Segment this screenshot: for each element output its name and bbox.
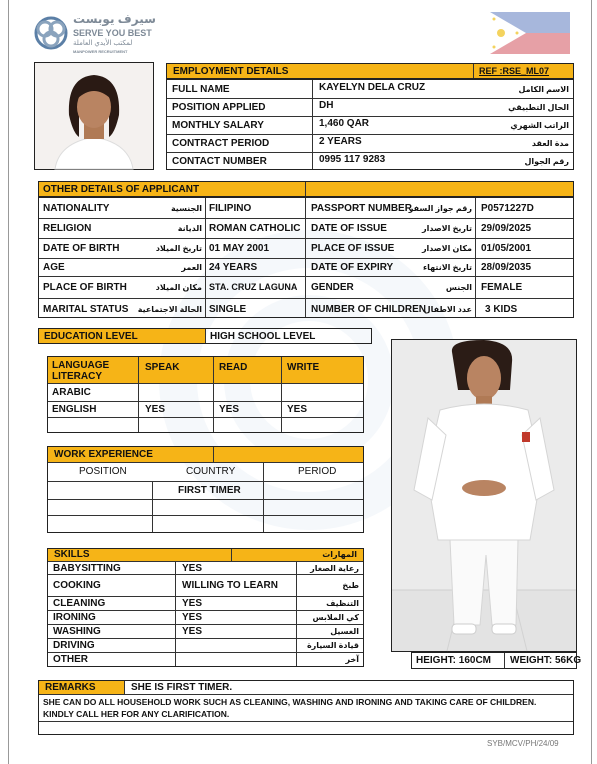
marital-status-arabic: الحالة الاجتماعية [137, 305, 202, 314]
nationality-value: FILIPINO [209, 203, 252, 214]
read-column-header: READ [219, 362, 248, 373]
full-name-arabic: الاسم الكامل [518, 85, 569, 94]
skills-table [47, 548, 364, 667]
passport-number-value: P0571227D [481, 203, 534, 214]
logo-arabic-name: سيرف يوبست [73, 12, 156, 26]
cleaning-arabic: التنظيف [326, 599, 359, 608]
cooking-label: COOKING [53, 580, 101, 591]
other-skill-arabic: آخر [345, 655, 359, 664]
applicant-portrait-photo [34, 62, 154, 170]
children-value: 3 KIDS [485, 304, 518, 315]
date-of-issue-value: 29/09/2025 [481, 223, 532, 234]
other-details-table [38, 197, 574, 318]
age-arabic: العمر [181, 263, 202, 272]
contract-period-value: 2 YEARS [319, 136, 362, 147]
cleaning-label: CLEANING [53, 598, 106, 609]
employment-details-table [166, 79, 574, 170]
work-country-value: FIRST TIMER [178, 485, 241, 496]
english-read-value: YES [219, 404, 240, 415]
remarks-label: REMARKS [45, 682, 96, 693]
work-experience-table [47, 446, 364, 533]
contact-number-arabic: رقم الجوال [524, 157, 569, 166]
period-column-header: PERIOD [298, 466, 337, 477]
applicant-full-body-photo [391, 339, 577, 652]
place-of-birth-label: PLACE OF BIRTH [43, 282, 127, 293]
driving-arabic: قيادة السيارة [306, 641, 359, 650]
write-column-header: WRITE [287, 362, 320, 373]
babysitting-label: BABYSITTING [53, 563, 121, 574]
position-applied-value: DH [319, 100, 334, 111]
logo-arabic-sub: لمكتب الأيدي العاملة [73, 40, 133, 47]
measurements-row [411, 652, 582, 669]
skills-title-arabic: المهارات [322, 550, 357, 559]
language-literacy-title: LANGUAGE LITERACY [52, 360, 110, 382]
work-experience-title: WORK EXPERIENCE [54, 449, 153, 460]
skills-title: SKILLS [54, 549, 90, 560]
date-of-issue-arabic: تاريخ الاصدار [421, 224, 472, 233]
gender-arabic: الجنس [445, 283, 472, 292]
passport-number-arabic: رقم جواز السفر [408, 204, 472, 213]
full-name-value: KAYELYN DELA CRUZ [319, 82, 426, 93]
remarks-line-2: KINDLY CALL HER FOR ANY CLARIFICATION. [43, 709, 230, 719]
remarks-summary: SHE IS FIRST TIMER. [131, 682, 233, 693]
contact-number-value: 0995 117 9283 [319, 154, 386, 165]
ironing-label: IRONING [53, 612, 96, 623]
gender-label: GENDER [311, 282, 354, 293]
dob-value: 01 MAY 2001 [209, 243, 270, 254]
other-details-header [38, 181, 574, 197]
religion-arabic: الديانة [177, 224, 202, 233]
english-speak-value: YES [145, 404, 166, 415]
language-literacy-table [47, 356, 364, 433]
document-code: SYB/MCV/PH/24/09 [487, 739, 559, 748]
date-of-expiry-value: 28/09/2035 [481, 262, 532, 273]
gender-value: FEMALE [481, 282, 523, 293]
full-name-label: FULL NAME [172, 84, 230, 95]
english-write-value: YES [287, 404, 308, 415]
logo-english-name: SERVE YOU BEST [73, 28, 152, 38]
cleaning-value: YES [182, 598, 203, 609]
philippines-flag-icon [490, 12, 570, 54]
washing-value: YES [182, 626, 203, 637]
date-of-issue-label: DATE OF ISSUE [311, 223, 387, 234]
contract-period-arabic: مدة العقد [531, 139, 569, 148]
age-label: AGE [43, 262, 65, 273]
washing-arabic: الغسيل [330, 627, 359, 636]
place-of-issue-arabic: مكان الاصدار [421, 244, 472, 253]
religion-label: RELIGION [43, 223, 92, 234]
nationality-arabic: الجنسية [170, 204, 202, 213]
remarks-section [38, 680, 574, 735]
babysitting-value: YES [182, 563, 203, 574]
applicant-cv-page [8, 0, 592, 764]
driving-label: DRIVING [53, 640, 95, 651]
passport-number-label: PASSPORT NUMBER [311, 203, 412, 214]
speak-column-header: SPEAK [145, 362, 180, 373]
weight-value: WEIGHT: 56KG [510, 655, 582, 666]
education-level-row [38, 328, 372, 344]
monthly-salary-label: MONTHLY SALARY [172, 120, 264, 131]
employment-details-header [166, 63, 574, 79]
ironing-value: YES [182, 612, 203, 623]
date-of-expiry-label: DATE OF EXPIRY [311, 262, 394, 273]
other-details-title: OTHER DETAILS OF APPLICANT [43, 184, 200, 195]
nationality-label: NATIONALITY [43, 203, 110, 214]
religion-value: ROMAN CATHOLIC [209, 223, 301, 234]
height-value: HEIGHT: 160CM [416, 655, 492, 666]
children-arabic: عدد الاطفال [423, 305, 472, 314]
place-of-birth-value: STA. CRUZ LAGUNA [209, 282, 298, 292]
education-level-value: HIGH SCHOOL LEVEL [210, 331, 316, 342]
children-label: NUMBER OF CHILDREN [311, 304, 426, 315]
babysitting-arabic: رعاية الصغار [310, 564, 359, 573]
position-applied-label: POSITION APPLIED [172, 102, 266, 113]
place-of-issue-label: PLACE OF ISSUE [311, 243, 395, 254]
logo-tagline: MANPOWER RECRUITMENT [73, 49, 128, 54]
arabic-language-name: ARABIC [52, 387, 91, 398]
age-value: 24 YEARS [209, 262, 258, 273]
employment-details-title: EMPLOYMENT DETAILS [173, 66, 289, 77]
logo-emblem-icon [33, 13, 69, 53]
marital-status-label: MARITAL STATUS [43, 304, 129, 315]
ref-number: REF :RSE_ML07 [479, 66, 550, 76]
washing-label: WASHING [53, 626, 101, 637]
cooking-arabic: طبخ [342, 581, 359, 590]
ironing-arabic: كي الملابس [312, 613, 359, 622]
company-logo [33, 12, 165, 56]
position-applied-arabic: الحال التطبيقي [508, 103, 569, 112]
place-of-birth-arabic: مكان الميلاد [155, 283, 202, 292]
country-column-header: COUNTRY [186, 466, 236, 477]
monthly-salary-arabic: الراتب الشهري [510, 121, 569, 130]
education-level-label: EDUCATION LEVEL [44, 331, 138, 342]
other-skill-label: OTHER [53, 654, 88, 665]
position-column-header: POSITION [79, 466, 127, 477]
monthly-salary-value: 1,460 QAR [319, 118, 370, 129]
date-of-expiry-arabic: تاريخ الانتهاء [423, 263, 472, 272]
contract-period-label: CONTRACT PERIOD [172, 138, 270, 149]
english-language-name: ENGLISH [52, 404, 97, 415]
contact-number-label: CONTACT NUMBER [172, 156, 267, 167]
cooking-value: WILLING TO LEARN [182, 580, 278, 591]
dob-label: DATE OF BIRTH [43, 243, 120, 254]
remarks-line-1: SHE CAN DO ALL HOUSEHOLD WORK SUCH AS CLEANING, WASHING AND IRONING AND TAKING CARE OF CHILDREN. [43, 697, 537, 707]
place-of-issue-value: 01/05/2001 [481, 243, 532, 254]
marital-status-value: SINGLE [209, 304, 247, 315]
dob-arabic: تاريخ الميلاد [155, 244, 202, 253]
